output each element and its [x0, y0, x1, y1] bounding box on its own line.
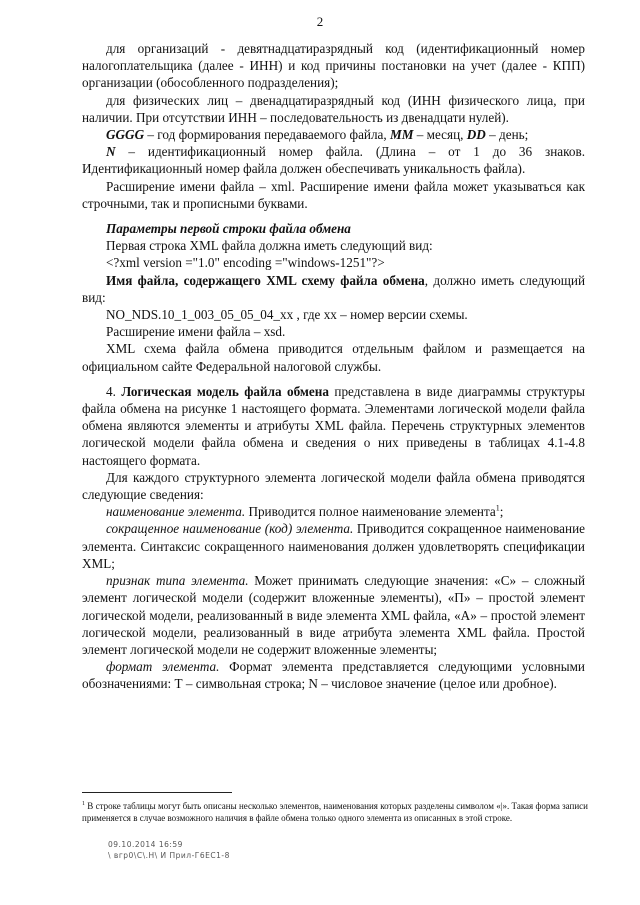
paragraph-element-code — [82, 520, 585, 572]
paragraph-date-format — [82, 126, 585, 143]
element-type-term: признак типа элемента. — [106, 573, 249, 589]
element-name-end: ; — [499, 504, 504, 520]
paragraph-logical-model — [82, 383, 585, 469]
footnote — [82, 800, 588, 824]
footnote-text: В строке таблицы могут быть описаны несколько элементов, наименования которых разделены символом «|». Такая форма записи применяется в случае возможного наличия в файле обмена только одного элемента из описанных в этой строке. — [82, 801, 588, 823]
document-body — [82, 40, 585, 693]
schema-name-bold: Имя файла, содержащего XML схему файла обмена — [106, 272, 425, 288]
n-desc: – идентификационный номер файла. (Длина – от 1 до 36 знаков. Идентификационный номер файла должен обеспечивать уникальность файла). — [82, 144, 585, 177]
section-number: 4. — [106, 383, 122, 399]
mm-desc: – месяц, — [413, 127, 467, 143]
paragraph-first-line-intro: Первая строка XML файла должна иметь следующий вид: — [106, 238, 433, 254]
element-format-term: формат элемента. — [106, 659, 220, 675]
print-stamp-ref: \ вгр0\С\.Н\ И Прил-Г6ЕС1-8 — [108, 851, 230, 860]
logical-model-text: представлена в виде диаграммы структуры файла обмена на рисунке 1 настоящего формата. Элементами логической модели файла обмена являются элементы и атрибуты XML файла. Перечень структурных элементов логической модели файла обмена и сведения о них приведены в таблицах 4.1-4.8 настоящего формата. — [82, 383, 586, 468]
dd-desc: – день; — [485, 127, 529, 143]
element-name-term: наименование элемента. — [106, 504, 246, 520]
print-stamp-date: 09.10.2014 16:59 — [108, 840, 183, 849]
paragraph-schema-publication: XML схема файла обмена приводится отдельным файлом и размещается на официальном сайте Федеральной налоговой службы. — [82, 341, 585, 374]
element-code-desc: Приводится сокращенное наименование элемента. Синтаксис сокращенного наименования должен удовлетворять спецификации XML; — [82, 521, 585, 571]
paragraph-schema-name — [82, 272, 585, 306]
paragraph-individuals: для физических лиц – двенадцатиразрядный код (ИНН физического лица, при наличии. При отсутствии ИНН – последовательность из двенадцати нулей). — [82, 92, 585, 125]
mm-term: ММ — [390, 127, 414, 143]
element-code-term: сокращенное наименование (код) элемента. — [106, 521, 354, 537]
paragraph-element-name — [82, 503, 585, 520]
footnote-mark: 1 — [82, 801, 85, 807]
schema-name-text: , должно иметь следующий вид: — [82, 272, 585, 305]
xml-declaration: <?xml version ="1.0" encoding ="windows-1251"?> — [106, 255, 385, 271]
page-number: 2 — [316, 14, 324, 29]
paragraph-organizations: для организаций - девятнадцатиразрядный код (идентификационный номер налогоплательщика (далее - ИНН) и код причины постановки на учет (далее - КПП) организации (обособленного подразделения); — [82, 41, 585, 91]
paragraph-extension: Расширение имени файла – xml. Расширение имени файла может указываться как строчными, так и прописными буквами. — [82, 178, 585, 211]
element-format-desc: Формат элемента представляется следующими условными обозначениями: Т – символьная строка; N – числовое значение (целое или дробное). — [82, 659, 585, 692]
paragraph-file-id — [82, 143, 585, 177]
section-heading-first-line: Параметры первой строки файла обмена — [106, 221, 351, 237]
footnote-divider — [82, 792, 232, 793]
gggg-term: GGGG — [106, 127, 145, 143]
gggg-desc: – год формирования передаваемого файла, — [144, 127, 391, 143]
footnote-ref: 1 — [495, 503, 500, 513]
dd-term: DD — [466, 127, 486, 143]
paragraph-element-info-intro: Для каждого структурного элемента логической модели файла обмена приводятся следующие сведения: — [82, 469, 585, 503]
element-type-desc: Может принимать следующие значения: «С» – сложный элемент логической модели (содержит вложенные элементы), «П» – простой элемент логической модели, реализованный в виде элемента XML файла, «А» – простой элемент логической модели, реализованный в виде атрибута элемента XML файла. Простой элемент логической модели не содержит вложенные элементы; — [82, 573, 586, 657]
paragraph-schema-extension: Расширение имени файла – xsd. — [106, 324, 286, 340]
paragraph-element-format — [82, 658, 585, 692]
n-term: N — [106, 144, 116, 160]
schema-file-name: NO_NDS.10_1_003_05_05_04_xx , где хх – номер версии схемы. — [106, 307, 468, 323]
paragraph-element-type — [82, 572, 585, 658]
element-name-desc: Приводится полное наименование элемента — [245, 504, 496, 520]
logical-model-bold: Логическая модель файла обмена — [121, 383, 329, 399]
